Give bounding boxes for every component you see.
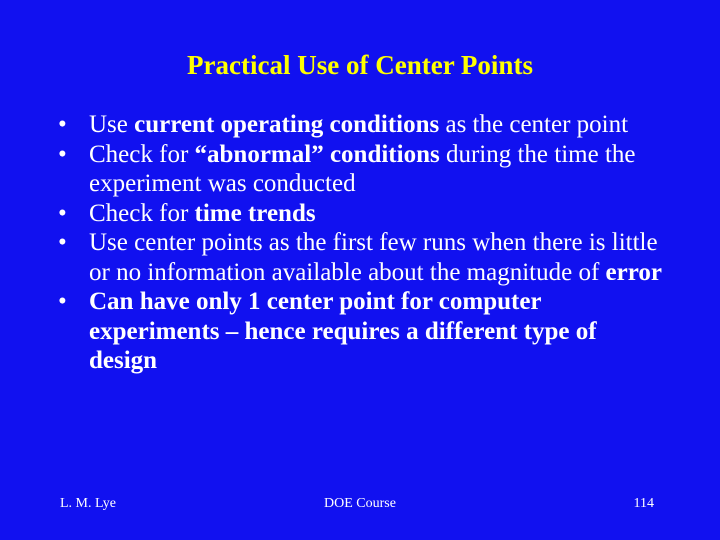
- bullet-text-bold: error: [605, 258, 662, 286]
- bullet-text: Use: [89, 111, 135, 138]
- slide-title: Practical Use of Center Points: [187, 50, 533, 80]
- footer-page-number: 114: [633, 496, 654, 511]
- bullet-item: [58, 287, 668, 376]
- bullet-text-bold: Can have only 1 center point for computer experiments – hence requires a different type of design: [89, 288, 597, 374]
- bullet-item: [58, 110, 668, 140]
- bullet-list: [58, 110, 668, 376]
- footer-course: DOE Course: [324, 496, 396, 511]
- bullet-icon: •: [58, 199, 67, 227]
- bullet-item: [58, 140, 668, 199]
- bullet-text: Check for: [89, 140, 195, 168]
- bullet-icon: •: [58, 229, 67, 256]
- bullet-text: as the center point: [439, 111, 629, 138]
- footer-author: L. M. Lye: [60, 496, 116, 511]
- bullet-icon: •: [58, 111, 67, 138]
- bullet-text-bold: current operating conditions: [134, 111, 440, 138]
- bullet-text: during the time the experiment was conducted: [89, 140, 636, 197]
- bullet-text: Check for: [89, 199, 195, 227]
- bullet-icon: •: [58, 140, 67, 168]
- bullet-text-bold: time trends: [194, 199, 316, 227]
- bullet-text-bold: “abnormal” conditions: [194, 140, 440, 168]
- bullet-item: [58, 199, 668, 229]
- bullet-text: Use center points as the first few runs when there is little or no information available about the magnitude of: [89, 229, 658, 286]
- bullet-icon: •: [58, 288, 67, 315]
- bullet-item: [58, 228, 668, 287]
